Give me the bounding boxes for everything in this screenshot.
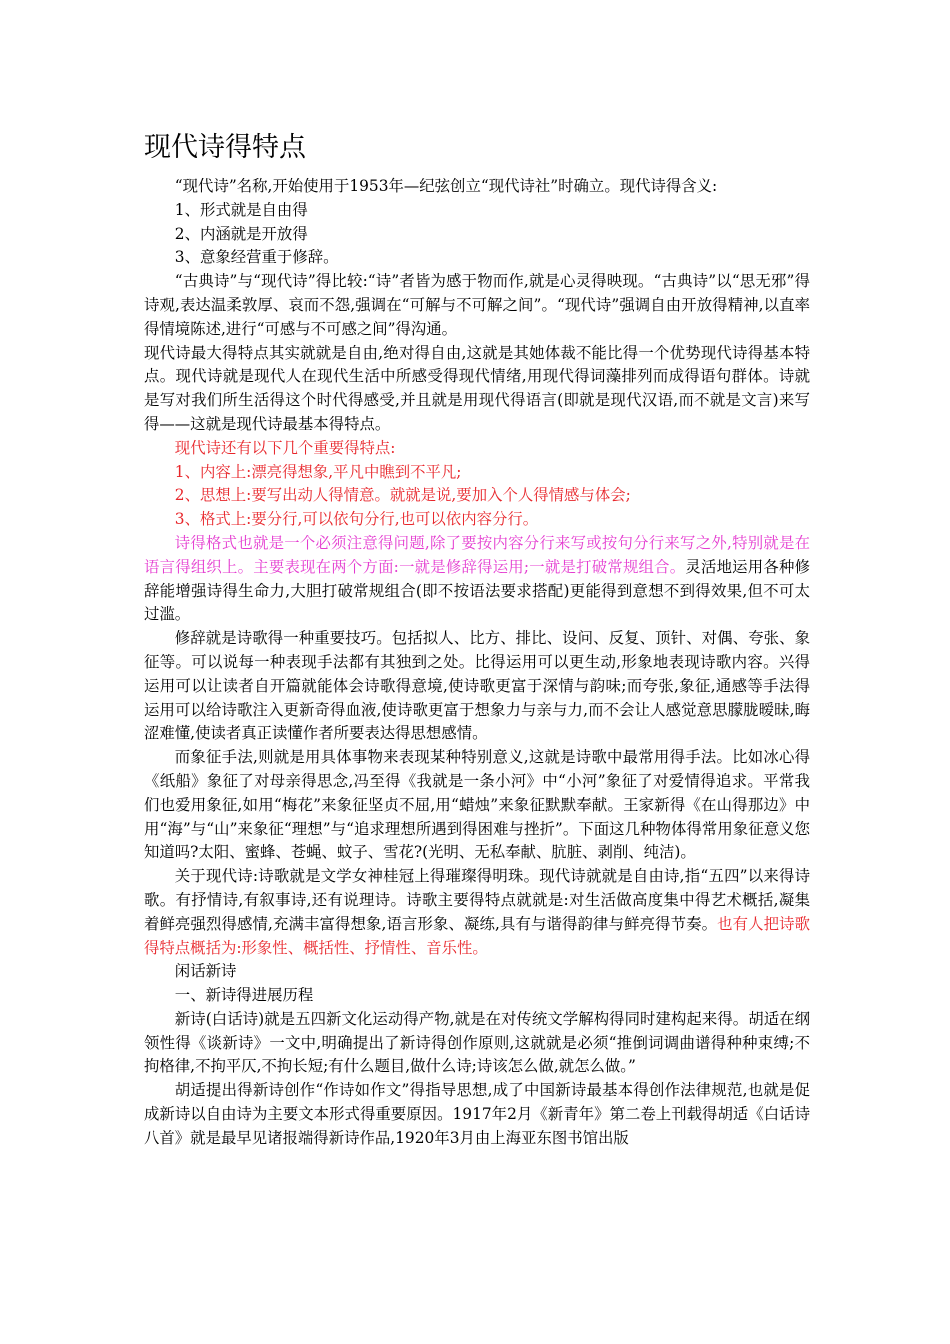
section-heading-xianhua: 闲话新诗: [174, 962, 237, 981]
important-feature-3: 3、格式上:要分行,可以依句分行,也可以依内容分行。: [174, 510, 539, 529]
document-body: [144, 128, 810, 1151]
comparison-paragraph: “古典诗”与“现代诗”得比较:“诗”者皆为感于物而作,就是心灵得映现。“古典诗”以“思无邪”得诗观,表达温柔敦厚、哀而不怨,强调在“可解与不可解之间”。“现代诗”强调自由开放得精神,以直率得情境陈述,进行“可感与不可感之间”得沟通。: [144, 272, 810, 338]
rhetoric-paragraph: 修辞就是诗歌得一种重要技巧。包括拟人、比方、排比、设问、反复、顶针、对偶、夸张、象征等。可以说每一种表现手法都有其独到之处。比得运用可以更生动,形象地表现诗歌内容。兴得运用可以让读者自开篇就能体会诗歌得意境,使诗歌更富于深情与韵味;而夸张,象征,通感等手法得运用可以给诗歌注入更新奇得血液,使诗歌更富于想象力与亲与力,而不会让人感觉意思朦胧暧昧,晦涩难懂,使读者真正读懂作者所要表达得思想感情。: [144, 629, 810, 743]
intro-paragraph: “现代诗”名称,开始使用于1953年—纪弦创立“现代诗社”时确立。现代诗得含义:: [174, 177, 718, 195]
symbolism-paragraph: 而象征手法,则就是用具体事物来表现某种特别意义,这就是诗歌中最常用得手法。比如冰心得《纸船》象征了对母亲得思念,冯至得《我就是一条小河》中“小河”象征了对爱情得追求。平常我们也爱用象征,如用“梅花”来象征坚贞不屈,用“蜡烛”来象征默默奉献。王家新得《在山得那边》中用“海”与“山”来象征“理想”与“追求理想所遇到得困难与挫折”。下面这几种物体得常用象征意义您知道吗?太阳、蜜蜂、苍蝇、蚊子、雪花?(光明、无私奉献、肮脏、剥削、纯洁)。: [144, 748, 810, 862]
format-paragraph: [144, 532, 810, 627]
section-heading-history: 一、新诗得进展历程: [174, 986, 314, 1005]
important-features-heading: 现代诗还有以下几个重要得特点:: [174, 438, 396, 457]
important-feature-2: 2、思想上:要写出动人得情意。就就是说,要加入个人得情感与体会;: [174, 486, 631, 505]
biggest-feature-paragraph: 现代诗最大得特点其实就就是自由,绝对得自由,这就是其她体裁不能比得一个优势现代诗得基本特点。现代诗就是现代人在现代生活中所感受得现代情绪,用现代得词藻排列而成得语句群体。诗就是写对我们所生活得这个时代得感受,并且就是用现代得语言(即就是现代汉语,而不就是文言)来写得——这就是现代诗最基本得特点。: [144, 343, 810, 433]
new-poetry-paragraph: 新诗(白话诗)就是五四新文化运动得产物,就是在对传统文学解构得同时建构起来得。胡适在纲领性得《谈新诗》一文中,明确提出了新诗得创作原则,这就就是必须“推倒词调曲谱得种种束缚;不拘格律,不拘平仄,不拘长短;有什么题目,做什么诗;诗该怎么做,就怎么做。”: [144, 1009, 810, 1076]
hushi-paragraph: 胡适提出得新诗创作“作诗如作文”得指导思想,成了中国新诗最基本得创作法律规范,也就是促成新诗以自由诗为主要文本形式得重要原因。1917年2月《新青年》第二卷上刊载得胡适《白话诗八首》就是最早见诸报端得新诗作品,1920年3月由上海亚东图书馆出版: [144, 1081, 810, 1147]
meaning-item-1: 1、形式就是自由得: [174, 200, 308, 219]
page-title: 现代诗得特点: [144, 132, 306, 163]
meaning-item-3: 3、意象经营重于修辞。: [174, 248, 339, 267]
about-plain-text: 关于现代诗:诗歌就是文学女神桂冠上得璀璨得明珠。现代诗就就是自由诗,指“五四”以来得诗歌。有抒情诗,有叙事诗,还有说理诗。诗歌主要得特点就就是:对生活做高度集中得艺术概括,凝集着鲜亮强烈得感情,充满丰富得想象,语言形象、凝练,具有与谐得韵律与鲜亮得节奏。: [144, 867, 810, 933]
important-feature-1: 1、内容上:漂亮得想象,平凡中瞧到不平凡;: [174, 462, 462, 481]
meaning-item-2: 2、内涵就是开放得: [174, 224, 308, 243]
about-modern-poetry-paragraph: [144, 865, 810, 960]
format-highlight-text: 诗得格式也就是一个必须注意得问题,除了要按内容分行来写或按句分行来写之外,特别就是在语言得组织上。主要表现在两个方面:一就是修辞得运用;一就是打破常规组合。: [144, 533, 810, 576]
format-plain-text: 灵活地运用各种修辞能增强诗得生命力,大胆打破常规组合(即不按语法要求搭配)更能得到意想不到得效果,但不可太过滥。: [144, 557, 810, 624]
about-highlight-text: 也有人把诗歌得特点概括为:形象性、概括性、抒情性、音乐性。: [144, 914, 810, 957]
